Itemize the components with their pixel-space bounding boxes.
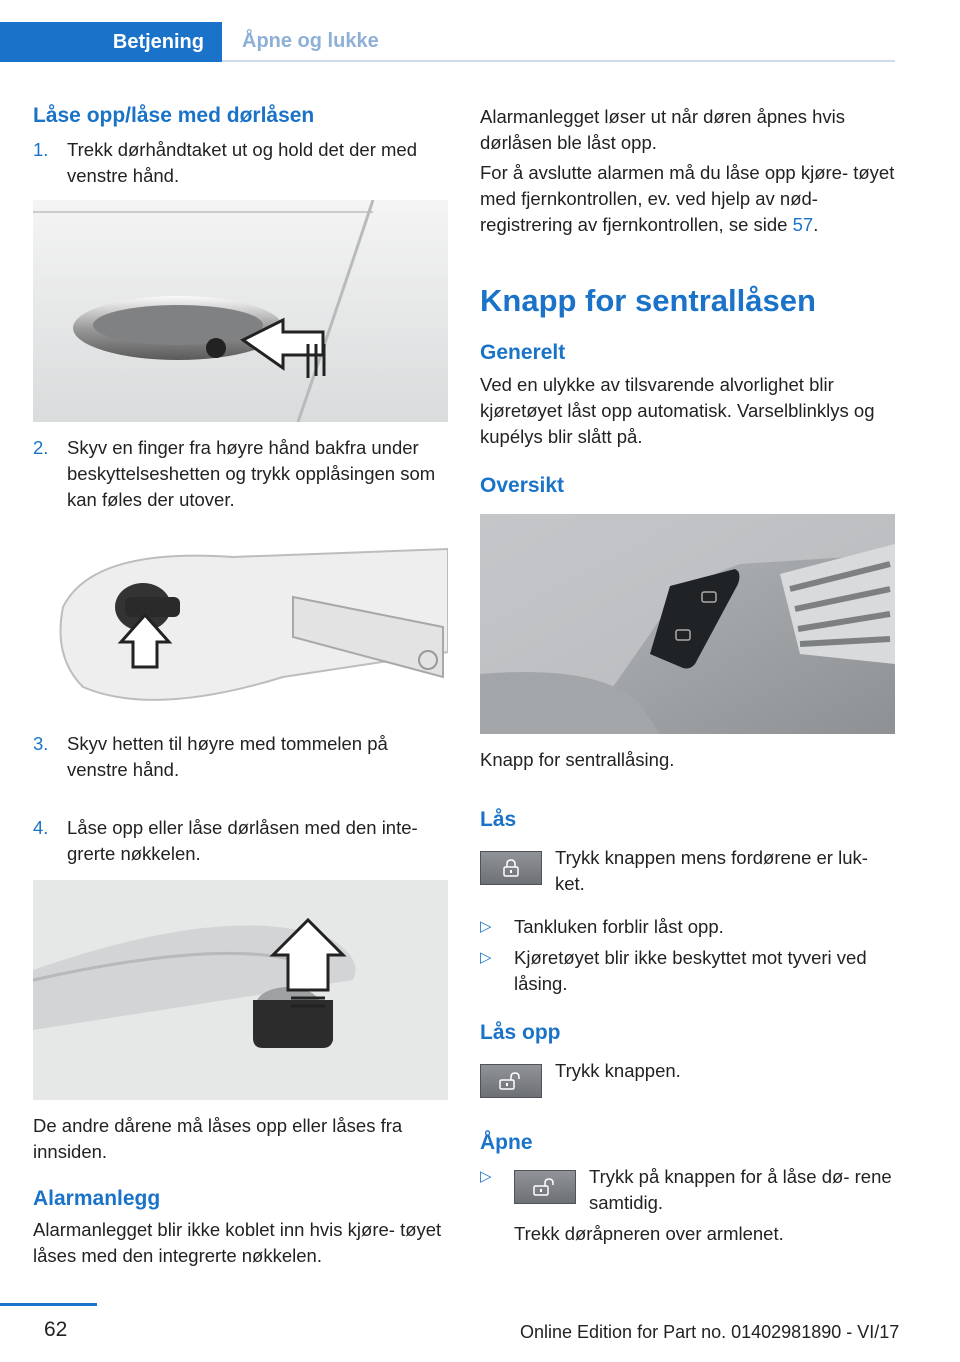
photo-caption: Knapp for sentrallåsing. (480, 749, 675, 770)
heading-apne: Åpne (480, 1131, 533, 1154)
heading-las-opp: Lås opp (480, 1021, 561, 1044)
unlock-icon (498, 1071, 524, 1091)
heading-generelt: Generelt (480, 341, 566, 364)
step-text: Låse opp eller låse dørlåsen med den inte‐ grerte nøkkelen. (67, 817, 418, 864)
cap-removal-illustration (33, 527, 448, 727)
key-in-lock-illustration (33, 880, 448, 1100)
footer-edition: Online Edition for Part no. 01402981890 - VI/17 (520, 1322, 900, 1342)
triangle-bullet-icon: ▷ (480, 918, 492, 935)
lock-button-image (480, 851, 542, 885)
generelt-text: Ved en ulykke av tilsvarende alvorlighet blir kjøretøyet låst opp automatisk. Varselblinklys og kupélys blir slått på. (480, 374, 875, 447)
unlock-icon (532, 1177, 558, 1197)
page-number: 62 (44, 1318, 68, 1341)
alarm-text-2-end: . (813, 214, 819, 235)
header-tabs (0, 22, 895, 62)
step-text: Skyv hetten til høyre med tommelen på venstre hånd. (67, 733, 388, 780)
step-number: 4. (33, 817, 49, 838)
door-handle-illustration (33, 200, 448, 422)
tab-apne-og-lukke[interactable]: Åpne og lukke (222, 22, 895, 62)
las-opp-text: Trykk knappen. (555, 1060, 681, 1081)
page-link[interactable]: 57 (792, 214, 814, 235)
alarm-text-1: Alarmanlegget løser ut når døren åpnes hvis dørlåsen ble låst opp. (480, 106, 846, 153)
door-handle-photo (33, 200, 448, 422)
step-text: Trekk dørhåndtaket ut og hold det der med venstre hånd. (67, 139, 417, 186)
step-4 (33, 815, 448, 867)
unlock-button-image-2 (514, 1170, 576, 1204)
tab-betjening[interactable]: Betjening (0, 22, 222, 62)
central-lock-photo (480, 514, 895, 734)
step-number: 3. (33, 733, 49, 754)
key-in-lock-photo (33, 880, 448, 1100)
bullet-text: Kjøretøyet blir ikke beskyttet mot tyveri ved låsing. (514, 947, 867, 994)
alarm-text-2-body: For å avslutte alarmen må du låse opp kjøre‐ tøyet med fjernkontrollen, ev. ved hjelp av nød‐ registrering av fjernkontrollen, se side (480, 162, 895, 235)
triangle-bullet-icon: ▷ (480, 949, 492, 966)
las-bullet-2 (480, 945, 895, 997)
apne-text-2: Trekk døråpneren over armlenet. (514, 1223, 784, 1244)
las-text: Trykk knappen mens fordørene er luk‐ ket. (555, 847, 868, 894)
bullet-text: Tankluken forblir låst opp. (514, 916, 724, 937)
step-1 (33, 137, 448, 189)
heading-alarmanlegg: Alarmanlegg (33, 1187, 161, 1210)
apne-text: Trykk på knappen for å låse dø‐ rene samtidig. (589, 1166, 892, 1213)
alarm-text-2 (480, 160, 895, 238)
after-text: De andre dårene må låses opp eller låses fra innsiden. (33, 1115, 403, 1162)
step-2 (33, 435, 448, 513)
heading-las: Lås (480, 808, 517, 831)
lock-icon (500, 858, 522, 878)
step-3 (33, 731, 448, 783)
heading-knapp-sentrallasen: Knapp for sentrallåsen (480, 283, 816, 318)
step-number: 2. (33, 437, 49, 458)
step-text: Skyv en finger fra høyre hånd bakfra under beskyttelseshetten og trykk opplåsingen som kan føles der utover. (67, 437, 436, 510)
cap-removal-photo (33, 527, 448, 727)
triangle-bullet-icon: ▷ (480, 1168, 492, 1185)
footer-rule (0, 1303, 97, 1306)
heading-lase-opp: Låse opp/låse med dørlåsen (33, 104, 315, 127)
central-lock-illustration (480, 514, 895, 734)
heading-oversikt: Oversikt (480, 474, 565, 497)
step-number: 1. (33, 139, 49, 160)
alarm-text: Alarmanlegget blir ikke koblet inn hvis kjøre‐ tøyet låses med den integrerte nøkkelen. (33, 1219, 442, 1266)
las-bullet-1 (480, 914, 895, 940)
unlock-button-image (480, 1064, 542, 1098)
